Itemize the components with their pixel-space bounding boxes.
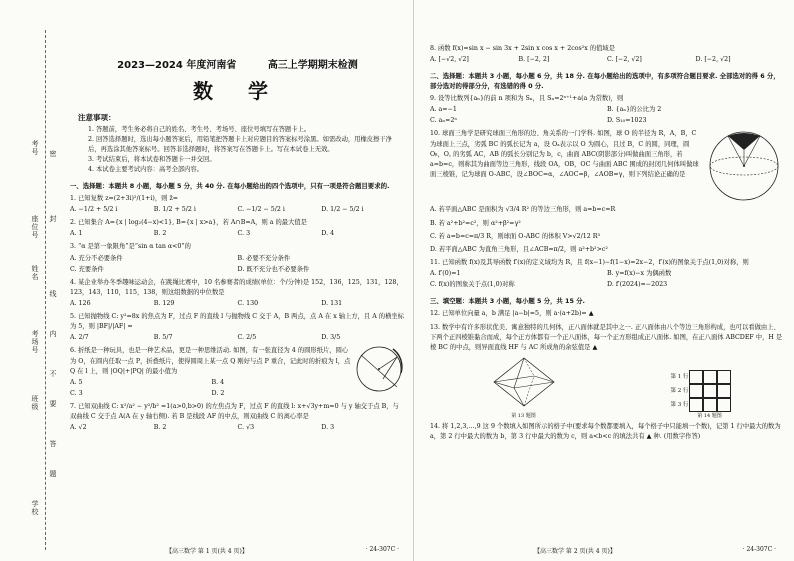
page-1-footer (62, 546, 413, 555)
octahedron-figure-wrap (484, 356, 564, 419)
label-room: 考场号 (31, 330, 39, 354)
question-3-options-2 (70, 264, 405, 275)
question-9: 9. 设等比数列{aₙ}的前 n 项和为 Sₙ，且 Sₙ=2ⁿ⁺¹+a(a 为常数)，则 (430, 95, 624, 103)
seal-char: 不 (49, 370, 57, 378)
question-11: 11. 已知函数 f(x)及其导函数 f′(x)的定义域均为 R，且 f(x−1)−f(1−x)=2x−2，f′(x)的图象关于点(1,0)对称，则 (430, 259, 749, 267)
page-2 (420, 0, 790, 561)
page-number: 【高三数学 第 2 页(共 4 页)】 (534, 548, 616, 555)
question-13 (430, 323, 784, 354)
option-d: D. 1/2 − 5/2 i (321, 206, 364, 214)
question-13-text: 13. 数学中有许多形状优美、寓意独特的几何体，正八面体就是其中之一. 正八面体由八个等边三角形构成，也可以看做由上、下两个正四棱锥黏合而成，每个正方体都有一个正八面体，每一个正方形组成正八面体. 如图，在正八面体 ABCDEF 中，H 是棱 BC 的中点，则异面直线 HF 与 AC 所成角的余弦值是 (430, 323, 783, 352)
question-3-options (70, 253, 405, 264)
figure-13-caption: 第 13 题图 (511, 413, 536, 420)
label-name: 姓名 (31, 265, 39, 281)
label-school: 学校 (31, 500, 39, 516)
grid-cell (689, 384, 703, 398)
notice-item: 1. 答题前，考生务必将自己的姓名、考生号、考场号、座位号填写在答题卡上。 (88, 126, 311, 133)
option-b: B. 2 (153, 424, 167, 432)
option-a: A. −1/2 + 5/2 i (70, 206, 118, 214)
option-d: D. f′(2024)=−2023 (607, 281, 668, 289)
question-1-options (70, 204, 405, 215)
question-10-option-b: B. 若 a²+b²=c²，则 α²+β²=γ² (430, 219, 521, 227)
question-3: 3. “α 是第一象限角”是“sin α tan α<0”的 (70, 243, 191, 251)
option-b: B. y=f(x)−x 为偶函数 (607, 270, 672, 278)
question-8-options (430, 54, 784, 65)
section-3-heading: 三、填空题：本题共 3 小题，每小题 5 分，共 15 分. (430, 297, 585, 306)
option-d: D. [−2, √2] (695, 56, 731, 64)
option-d: D. 131 (321, 300, 343, 308)
page-number: 【高三数学 第 1 页(共 4 页)】 (166, 548, 248, 555)
question-10-option-d: D. 若平面△ABC 为直角三角形，且∠ACB=π/2，则 a²+b²>c² (430, 246, 608, 254)
exam-year: 2023—2024 年度河南省 (117, 60, 237, 71)
grid-cell (689, 398, 703, 412)
question-6: 6. 折纸是一种玩具，也是一种艺术品，更是一种思维活动. 如图，有一张直径为 4 的圆形纸片，圆心为 O，在圆内任取一点 P，折叠纸片，使得圆周上某一点 Q 刚好与点 P 重合，记此时的折痕为 l，点 Q 在 l 上，则 |OQ|+|PQ| 的最小值为 (70, 347, 351, 375)
option-c: C. 3 (237, 230, 251, 238)
question-14-tail: 种. (用数字作答) (653, 433, 701, 441)
question-6-options (70, 377, 353, 388)
seal-char: 答 (49, 440, 57, 448)
option-a: A. 2/7 (70, 334, 89, 342)
seal-char: 题 (49, 470, 57, 478)
answer-blank: ▲ (588, 310, 594, 318)
question-2-options (70, 228, 405, 239)
option-c: C. 130 (237, 300, 259, 308)
option-d: D. 既不充分也不必要条件 (237, 265, 310, 273)
option-c: C. [−2, √2] (607, 56, 642, 64)
option-d: D. S₁₀=1023 (607, 117, 647, 125)
grid-cell (703, 398, 717, 412)
seal-char: 内 (49, 330, 57, 338)
question-10: 10. 球面三角学是研究球面三角形的边、角关系的一门学科. 如图，球 O 的半径为 R，A，B，C 为球面上三点，劣弧 BC 的弧长记为 a，设 Oₐ表示以 O 为圆心，且过 B，C 的圆，同理，圆 Oᵦ，O꜀ 的劣弧 AC，AB 的弧长分别记为 b，c，曲面 ABC(阴影部分)叫做曲面三角形，若 a=b=c，则称其为曲面等边三角形，线段 OA，OB，OC 与曲面 ABC 围成的封闭几何体叫做球面三棱锥，记为球面 O-ABC，设∠BOC=α，∠AOC=β，∠AOB=γ，则下列结论正确的是 (430, 130, 699, 179)
grid-cell (703, 384, 717, 398)
grid-figure-wrap (671, 370, 731, 419)
option-a: A. 5 (70, 379, 83, 387)
page-1 (62, 0, 414, 561)
paper-fold-figure (353, 343, 405, 395)
grid-cell (717, 398, 731, 412)
option-a: A. [−√2, √2] (430, 56, 469, 64)
question-4-options (70, 298, 405, 309)
figures-row (430, 357, 784, 419)
question-9-options (430, 104, 784, 115)
question-1: 1. 已知复数 z=(2+3i)²/(1+i)，则 z̄= (70, 195, 179, 202)
option-a: A. f′(0)=1 (430, 270, 461, 278)
exam-header (70, 56, 405, 71)
option-a: A. 126 (70, 300, 91, 308)
option-d: D. 2 (211, 390, 225, 398)
option-c: C. 充要条件 (70, 265, 104, 273)
option-d: D. 3 (321, 424, 335, 432)
option-d: D. 4 (321, 230, 335, 238)
option-c: C. f(x)的图象关于点(1,0)对称 (430, 281, 515, 289)
paper-code: · 24-307C · (742, 546, 776, 553)
row-label: 第 1 行 (670, 374, 689, 381)
notice-item: 4. 本试卷主要考试内容：高考全部内容。 (88, 166, 204, 173)
row-label: 第 2 行 (670, 388, 689, 395)
option-b: B. 2 (153, 230, 167, 238)
question-5: 5. 已知抛物线 C: y²=8x 的焦点为 F，过点 F 的直线 l 与抛物线 C 交于 A，B 两点，点 A 在 x 轴上方，且 A 的横坐标为 5，则 |BF|/|AF| = (70, 313, 404, 331)
grid-cell (689, 370, 703, 384)
seal-char: 线 (49, 290, 57, 298)
figure-14-caption: 第 14 题图 (697, 413, 722, 420)
seal-line (45, 30, 46, 550)
question-7: 7. 已知双曲线 C: x²/a² − y²/b² =1(a>0,b>0) 的左焦点为 F，过点 F 的直线 l: x+√3y+m=0 与 y 轴交于点 B，与双曲线 C 交于点 A(A 在 y 轴右侧). 若 B 是线段 AF 的中点，则双曲线 C 的离心率是 (70, 403, 399, 421)
answer-blank: ▲ (592, 344, 598, 352)
seal-char: 密 (49, 150, 57, 158)
option-c: C. −1/2 − 5/2 i (237, 206, 285, 214)
question-11-options (430, 268, 784, 279)
option-b: B. {aₙ}的公比为 2 (607, 106, 662, 114)
notice-item: 3. 考试结束后，将本试卷和答题卡一并交回。 (88, 156, 216, 163)
option-d: D. 3/5 (321, 334, 341, 342)
answer-blank: ▲ (646, 433, 652, 441)
grid-figure-col (689, 370, 731, 419)
question-11-options-2 (430, 279, 784, 290)
number-grid (689, 370, 731, 412)
seal-char: 封 (49, 215, 57, 223)
question-10-block (430, 126, 784, 202)
option-a: A. a=−1 (430, 106, 457, 114)
question-10-option-a: A. 若平面△ABC 是面积为 √3/4 R² 的等边三角形，则 a=b=c=R (430, 206, 616, 214)
grid-cell (717, 384, 731, 398)
option-b: B. 1/2 + 5/2 i (153, 206, 196, 214)
option-b: B. 5/7 (153, 334, 173, 342)
question-14 (430, 422, 784, 442)
binding-margin (0, 0, 60, 561)
section-1-heading: 一、选择题：本题共 8 小题，每小题 5 分，共 40 分. 在每小题给出的四个选项中，只有一项是符合题目要求的. (70, 182, 390, 190)
label-exam-no: 考号 (31, 140, 39, 156)
option-b: B. [−2, 2] (518, 56, 550, 64)
question-12 (430, 309, 784, 319)
option-a: A. 1 (70, 230, 83, 238)
option-b: B. 4 (211, 379, 225, 387)
subject-title: 数 学 (193, 79, 282, 103)
option-c: C. aₙ=2ⁿ (430, 117, 458, 125)
question-5-options (70, 332, 405, 343)
question-8: 8. 函数 f(x)=sin x − sin 3x + 2sin x cos x + 2cos²x 的值域是 (430, 45, 616, 52)
question-12-text: 12. 已知单位向量 a，b 满足 |a−b|=5，则 a·(a+2b)= (430, 310, 587, 318)
page-2-footer (420, 546, 790, 555)
question-7-options (70, 422, 405, 433)
section-2-heading: 二、选择题：本题共 3 小题，每小题 6 分，共 18 分. 在每小题给出的选项中，有多项符合题目要求. 全部选对的得 6 分，部分选对的得部分分，有选错的得 0 分. (430, 72, 780, 91)
question-2: 2. 已知集合 A={x | log₂(4−x)<1}, B={x | x>a}，若 A∩B=A，则 a 的最大值是 (70, 219, 307, 227)
notice-heading: 注意事项： (78, 113, 116, 122)
question-9-options-2 (430, 115, 784, 126)
option-b: B. 必要不充分条件 (237, 254, 291, 262)
exam-name: 高三上学期期末检测 (267, 60, 358, 71)
label-class: 班级 (31, 395, 39, 411)
row-label: 第 3 行 (670, 402, 689, 409)
question-10-option-c: C. 若 a=b=c=π/3 R，则球面 O-ABC 的体积 V>√2/12 R³ (430, 232, 601, 240)
sphere-figure (704, 126, 784, 202)
octahedron-figure (484, 356, 564, 408)
option-c: C. 2/5 (237, 334, 257, 342)
notice-item: 2. 回答选择题时，选出每小题答案后，用铅笔把答题卡上对应题目的答案标号涂黑。如需改动，用橡皮擦干净后，再选涂其他答案标号。回答非选择题时，将答案写在答题卡上。写在本试卷上无效。 (88, 136, 392, 153)
option-b: B. 129 (153, 300, 175, 308)
label-seat-no: 座位号 (31, 215, 39, 239)
paper-code: · 24-307C · (365, 546, 399, 553)
grid-cell (703, 370, 717, 384)
question-6-options-2 (70, 388, 353, 399)
option-c: C. √3 (237, 424, 255, 432)
seal-char: 要 (49, 400, 57, 408)
row-labels (671, 370, 689, 419)
question-6-block (70, 343, 405, 399)
grid-cell (717, 370, 731, 384)
option-c: C. 3 (70, 390, 83, 398)
option-a: A. 充分不必要条件 (70, 254, 123, 262)
option-a: A. √2 (70, 424, 87, 432)
question-14-text: 14. 将 1,2,3,…,9 这 9 个数填入如图所示的格子中(要求每个数都要填入，每个格子中只能填一个数)，记第 1 行中最大的数为 a，第 2 行中最大的数为 b，第 3 行中最大的数为 c，则 a<b<c 的填法共有 (430, 423, 781, 441)
question-4: 4. 某企业举办冬季趣味运动会，在跳绳比赛中，10 名参赛者的成绩(单位：个/分钟)是 152，136，125，131，128，123，143，110，115，138，则这组数据的中位数是 (70, 278, 403, 296)
